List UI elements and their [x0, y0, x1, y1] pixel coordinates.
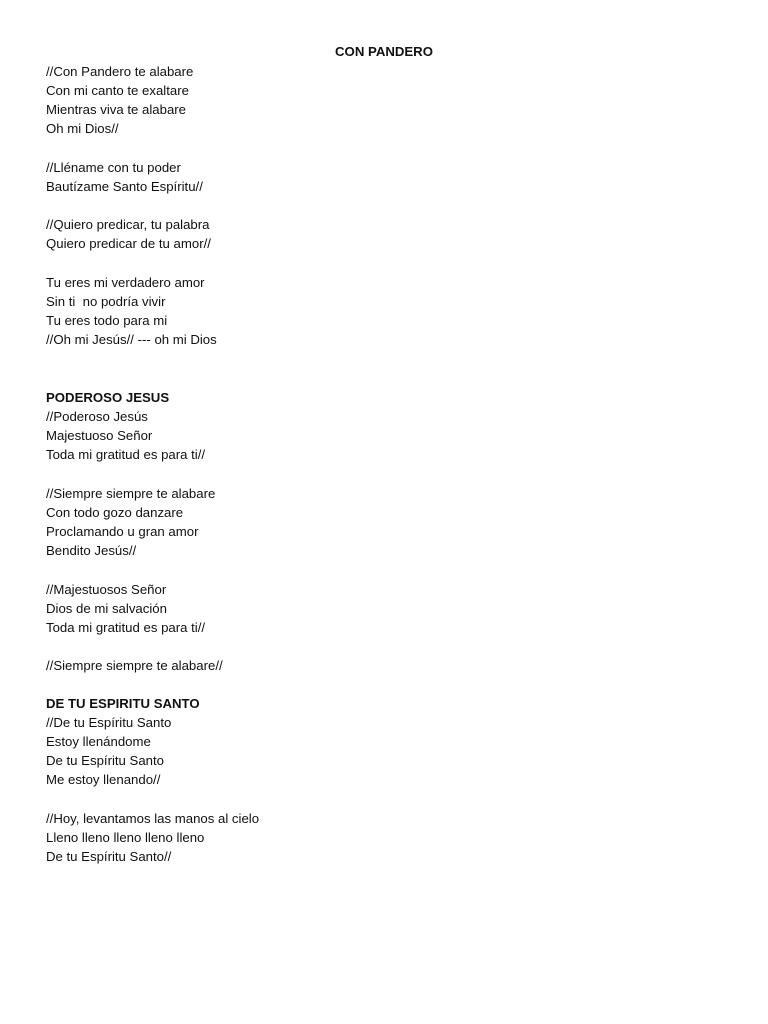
lyric-line: //Lléname con tu poder — [46, 160, 181, 175]
lyric-line: Proclamando u gran amor — [46, 524, 199, 539]
lyric-line: //Hoy, levantamos las manos al cielo — [46, 811, 260, 826]
lyric-line: Sin ti no podría vivir — [46, 294, 166, 309]
lyric-line: Tu eres mi verdadero amor — [46, 275, 205, 290]
lyric-line: Bautízame Santo Espíritu// — [46, 179, 203, 194]
song-title-poderoso-jesus: PODEROSO JESUS — [46, 390, 170, 405]
lyric-line: Majestuoso Señor — [46, 428, 153, 443]
lyric-line: //Poderoso Jesús — [46, 409, 148, 424]
lyric-line: De tu Espíritu Santo — [46, 753, 165, 768]
lyric-line: //Siempre siempre te alabare — [46, 486, 216, 501]
lyric-line: Mientras viva te alabare — [46, 102, 187, 117]
lyric-line: //Oh mi Jesús// --- oh mi Dios — [46, 332, 217, 347]
lyric-line: De tu Espíritu Santo// — [46, 849, 172, 864]
lyric-line: Con todo gozo danzare — [46, 505, 184, 520]
lyric-line: Lleno lleno lleno lleno lleno — [46, 830, 205, 845]
lyric-line: Tu eres todo para mi — [46, 313, 168, 328]
lyric-line: Bendito Jesús// — [46, 543, 137, 558]
lyric-line: //De tu Espíritu Santo — [46, 715, 172, 730]
lyric-line: Dios de mi salvación — [46, 601, 167, 616]
lyric-line: Toda mi gratitud es para ti// — [46, 620, 206, 635]
lyric-line: //Siempre siempre te alabare// — [46, 658, 223, 673]
lyric-line: Me estoy llenando// — [46, 772, 161, 787]
lyric-line: //Majestuosos Señor — [46, 582, 167, 597]
lyric-line: Toda mi gratitud es para ti// — [46, 447, 206, 462]
lyric-line: Con mi canto te exaltare — [46, 83, 189, 98]
song-title-con-pandero: CON PANDERO — [335, 44, 433, 59]
lyric-line: Quiero predicar de tu amor// — [46, 236, 211, 251]
lyric-line: Oh mi Dios// — [46, 121, 119, 136]
lyric-line: //Quiero predicar, tu palabra — [46, 217, 210, 232]
lyric-line: Estoy llenándome — [46, 734, 151, 749]
lyric-line: //Con Pandero te alabare — [46, 64, 194, 79]
song-title-de-tu-espiritu-santo: DE TU ESPIRITU SANTO — [46, 696, 200, 711]
